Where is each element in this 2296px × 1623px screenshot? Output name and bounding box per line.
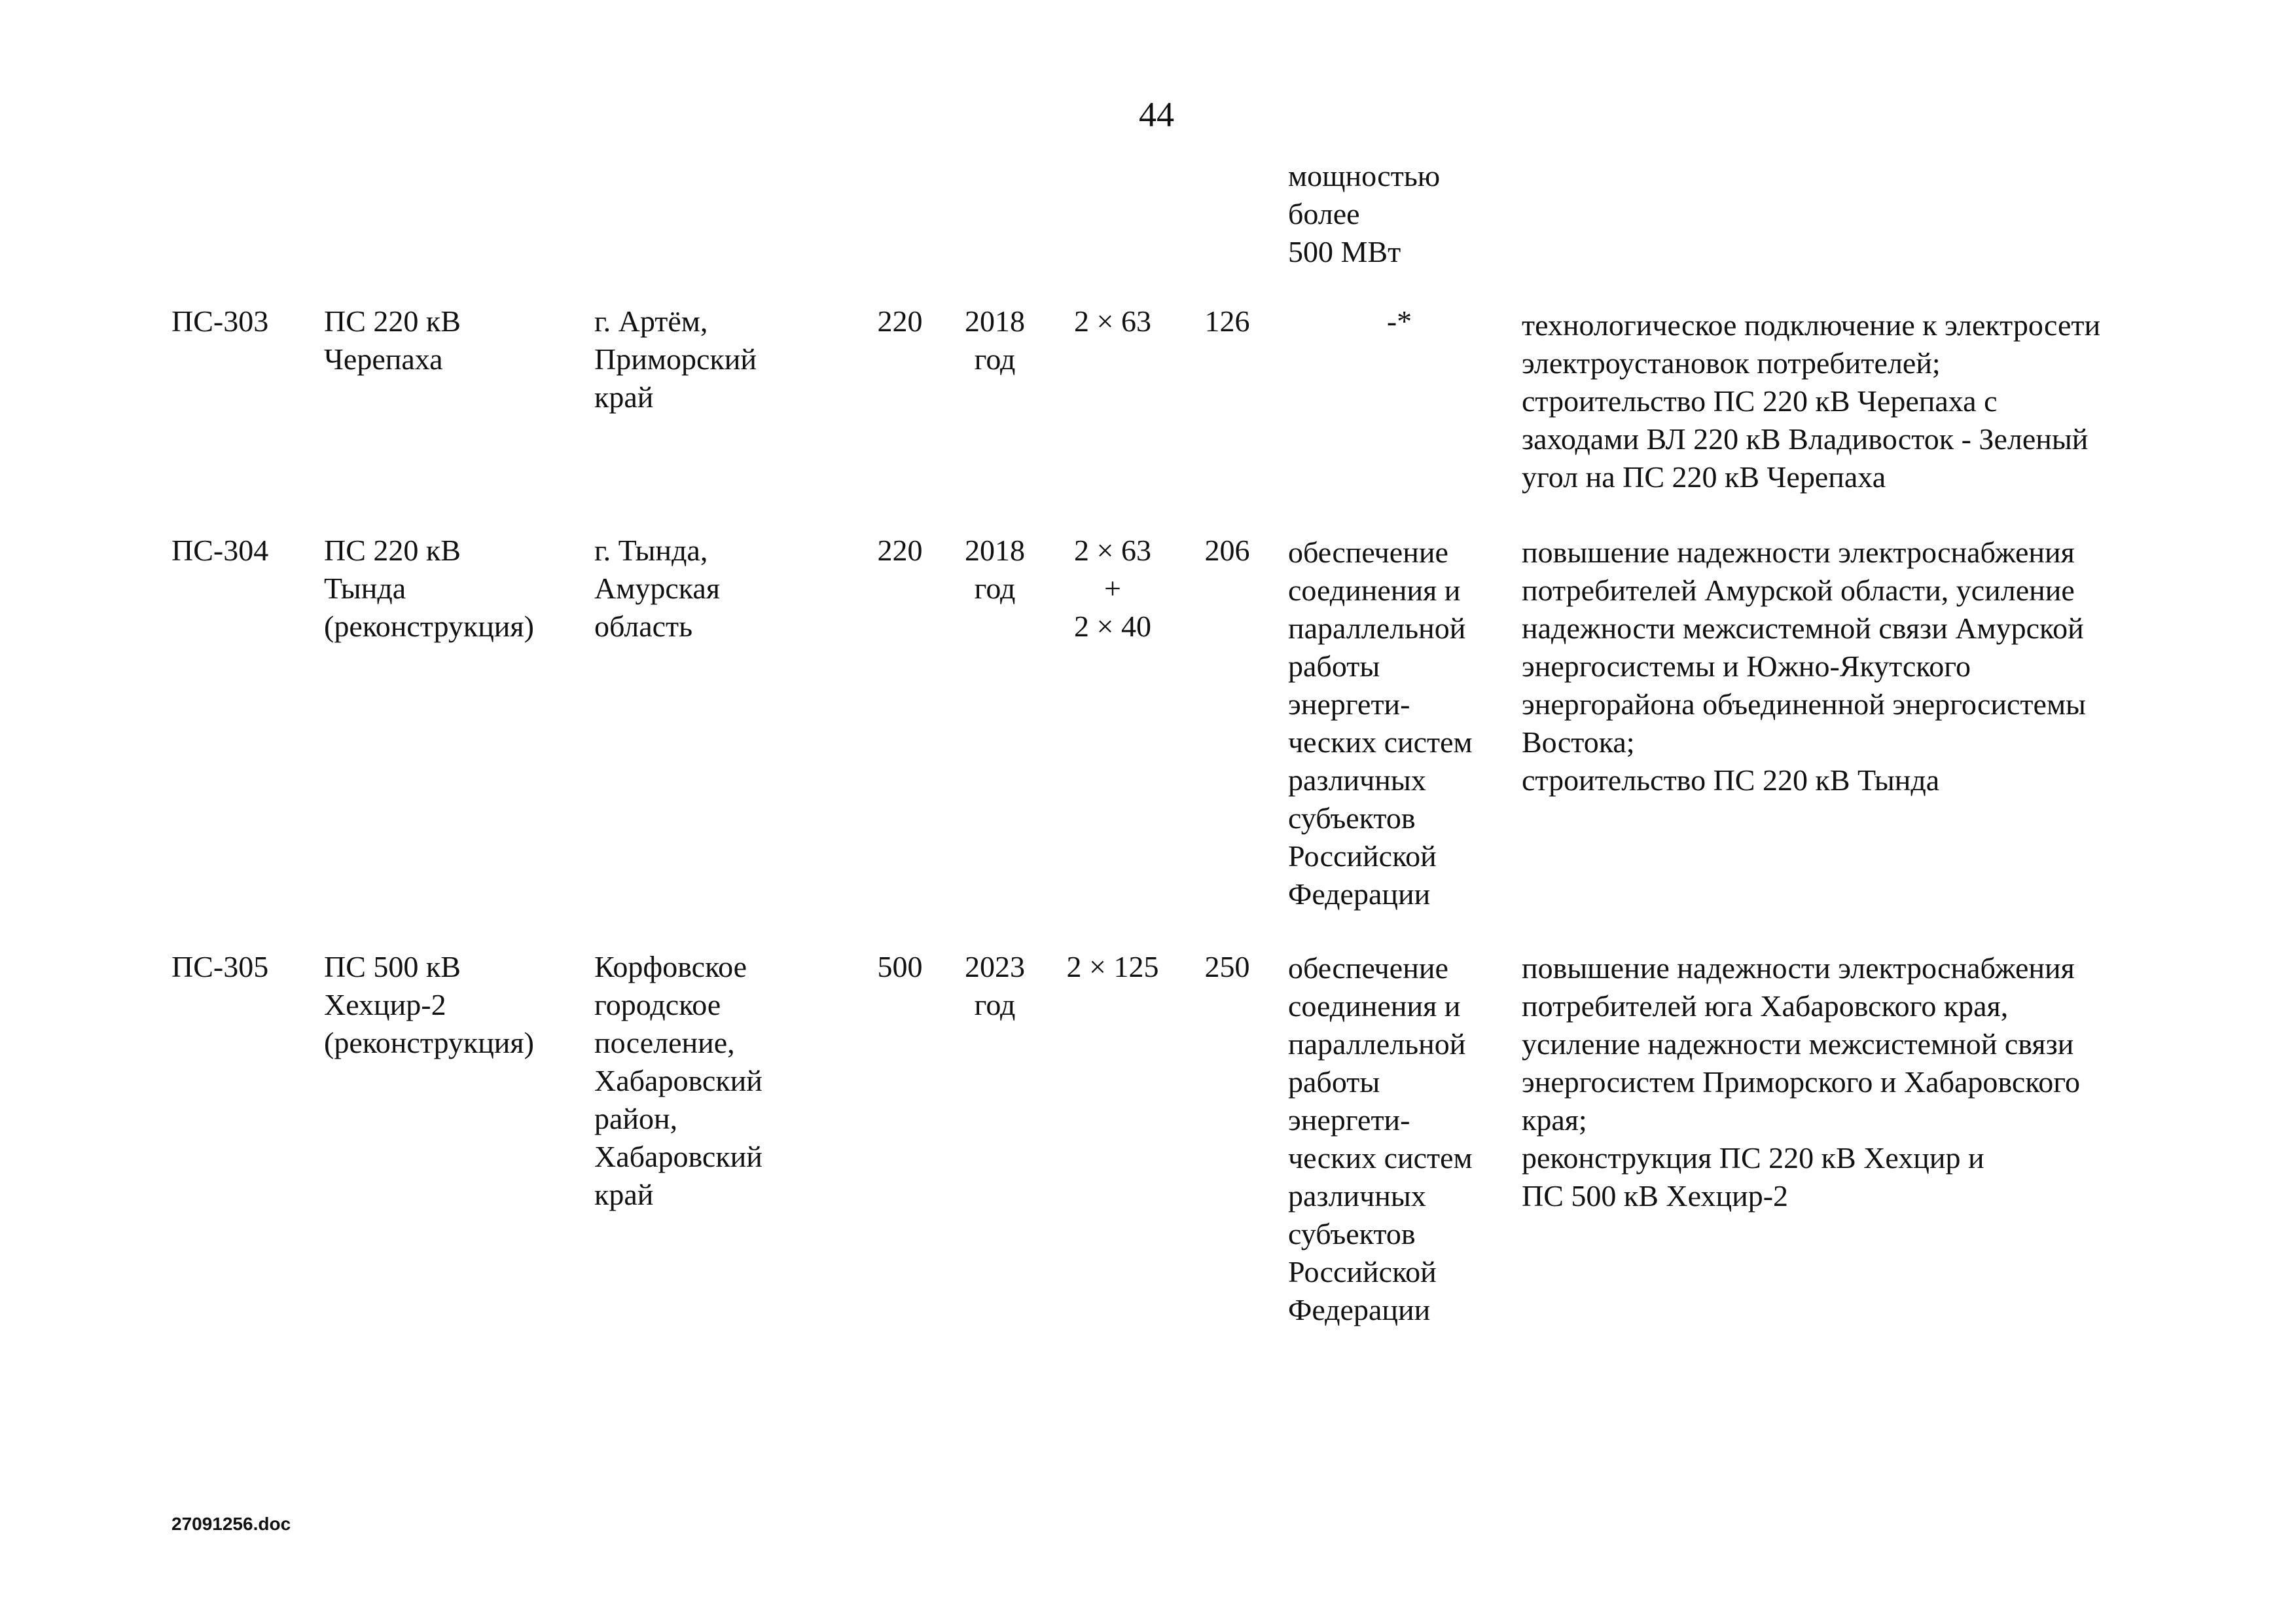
row-code: ПС-305 xyxy=(171,950,269,983)
page-number: 44 xyxy=(1139,95,1174,134)
row-goal: повышение надежности электроснабжения потребителей Амурской области, усиление надежности межсистемной связи Амурской энергосистемы и Южно-Якутского энергорайона объединенной энергосистемы Востока; строительство ПС 220 кВ Тында xyxy=(1522,536,2086,797)
carryover-purpose-text: мощностью более 500 МВт xyxy=(1288,159,1441,268)
row-voltage: 220 xyxy=(877,304,923,338)
row-capacity: 2 × 63 + 2 × 40 xyxy=(1074,534,1151,643)
row-code: ПС-304 xyxy=(171,534,269,567)
row-purpose: обеспечение соединения и параллельной работы энергети- ческих систем различных субъектов Российской Федерации xyxy=(1288,951,1473,1326)
row-total: 126 xyxy=(1204,304,1250,338)
row-goal: повышение надежности электроснабжения потребителей юга Хабаровского края, усиление надежности межсистемной связи энергосистем Приморского и Хабаровского края; реконструкция ПС 220 кВ Хехцир и ПС 500 кВ Хехцир-2 xyxy=(1522,951,2080,1213)
row-voltage: 500 xyxy=(877,950,923,983)
row-total: 206 xyxy=(1204,534,1250,567)
row-goal: технологическое подключение к электросети электроустановок потребителей; строительство ПС 220 кВ Черепаха с заходами ВЛ 220 кВ Владивосток - Зеленый угол на ПС 220 кВ Черепаха xyxy=(1522,308,2101,494)
row-purpose: -* xyxy=(1386,304,1412,338)
row-purpose: обеспечение соединения и параллельной работы энергети- ческих систем различных субъектов Российской Федерации xyxy=(1288,536,1473,911)
row-name: ПС 500 кВ Хехцир-2 (реконструкция) xyxy=(324,950,534,1059)
row-year: 2018 год xyxy=(965,304,1025,376)
row-voltage: 220 xyxy=(877,534,923,567)
row-name: ПС 220 кВ Черепаха xyxy=(324,304,461,376)
row-location: г. Артём, Приморский край xyxy=(594,304,757,414)
row-capacity: 2 × 125 xyxy=(1066,950,1159,983)
row-location: Корфовское городское поселение, Хабаровский район, Хабаровский край xyxy=(594,950,762,1211)
row-year: 2018 год xyxy=(965,534,1025,605)
document-filename: 27091256.doc xyxy=(171,1514,291,1534)
row-capacity: 2 × 63 xyxy=(1074,304,1151,338)
row-total: 250 xyxy=(1204,950,1250,983)
row-name: ПС 220 кВ Тында (реконструкция) xyxy=(324,534,534,643)
row-year: 2023 год xyxy=(965,950,1025,1021)
row-location: г. Тында, Амурская область xyxy=(594,534,720,643)
row-code: ПС-303 xyxy=(171,304,269,338)
